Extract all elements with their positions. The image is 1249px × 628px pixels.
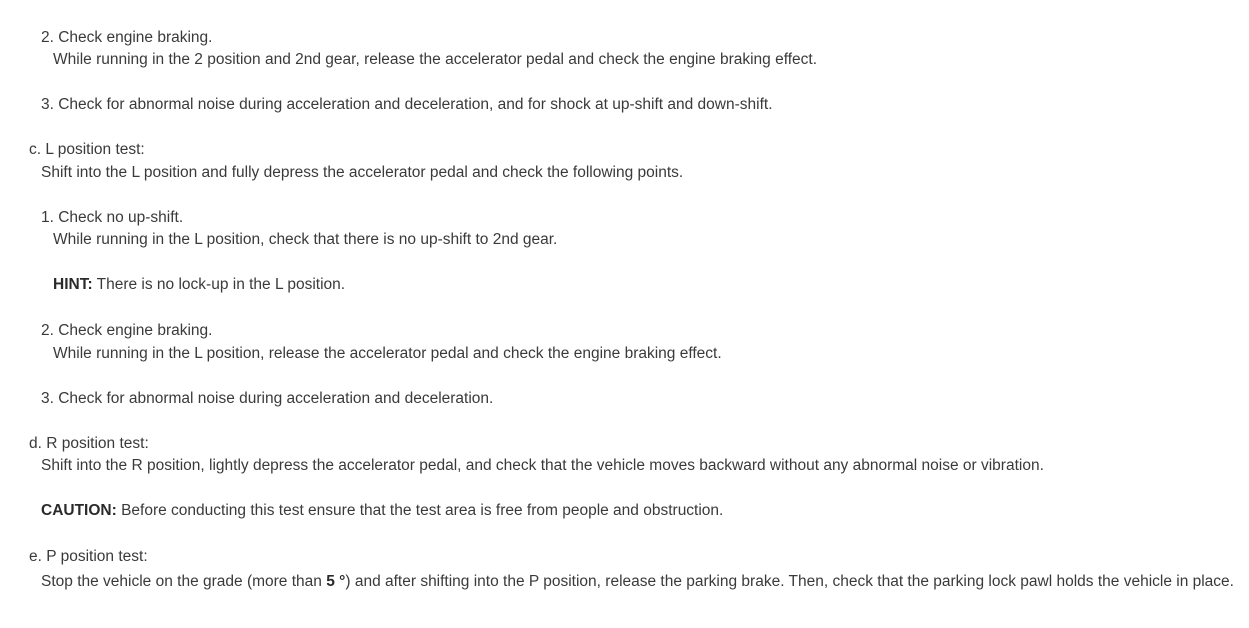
e-text-before: Stop the vehicle on the grade (more than [41,573,327,590]
c-item1-body: While running in the L position, check that there is no up-shift to 2nd gear. [53,231,558,248]
d-intro: Shift into the R position, lightly depress the accelerator pedal, and check that the vehicle moves backward without any abnormal noise or vibration. [41,457,1044,474]
e-grade-value: 5 ° [326,573,346,590]
caution-text: Before conducting this test ensure that the test area is free from people and obstruction. [116,502,724,519]
caution-label: CAUTION: [41,502,117,519]
c-intro: Shift into the L position and fully depress the accelerator pedal and check the following points. [41,164,684,181]
c-item3-title: 3. Check for abnormal noise during acceleration and deceleration. [41,390,494,407]
hint-label: HINT: [53,276,93,293]
b-item2-title: 2. Check engine braking. [41,29,213,46]
c-hint [53,275,345,295]
b-item3-title: 3. Check for abnormal noise during acceleration and deceleration, and for shock at up-shift and down-shift. [41,96,773,113]
hint-text: There is no lock-up in the L position. [92,276,346,293]
c-item2-body: While running in the L position, release the accelerator pedal and check the engine braking effect. [53,345,722,362]
c-item2-title: 2. Check engine braking. [41,322,213,339]
b-item2-body: While running in the 2 position and 2nd gear, release the accelerator pedal and check the engine braking effect. [53,51,818,68]
c-item1-title: 1. Check no up-shift. [41,209,184,226]
e-paragraph [14,570,1236,593]
e-heading: e. P position test: [29,548,148,565]
d-heading: d. R position test: [29,435,149,452]
e-text-after: ) and after shifting into the P position, release the parking brake. Then, check that the parking lock pawl holds the vehicle in place. [345,573,1234,590]
c-heading: c. L position test: [29,141,145,158]
d-caution [41,501,723,521]
